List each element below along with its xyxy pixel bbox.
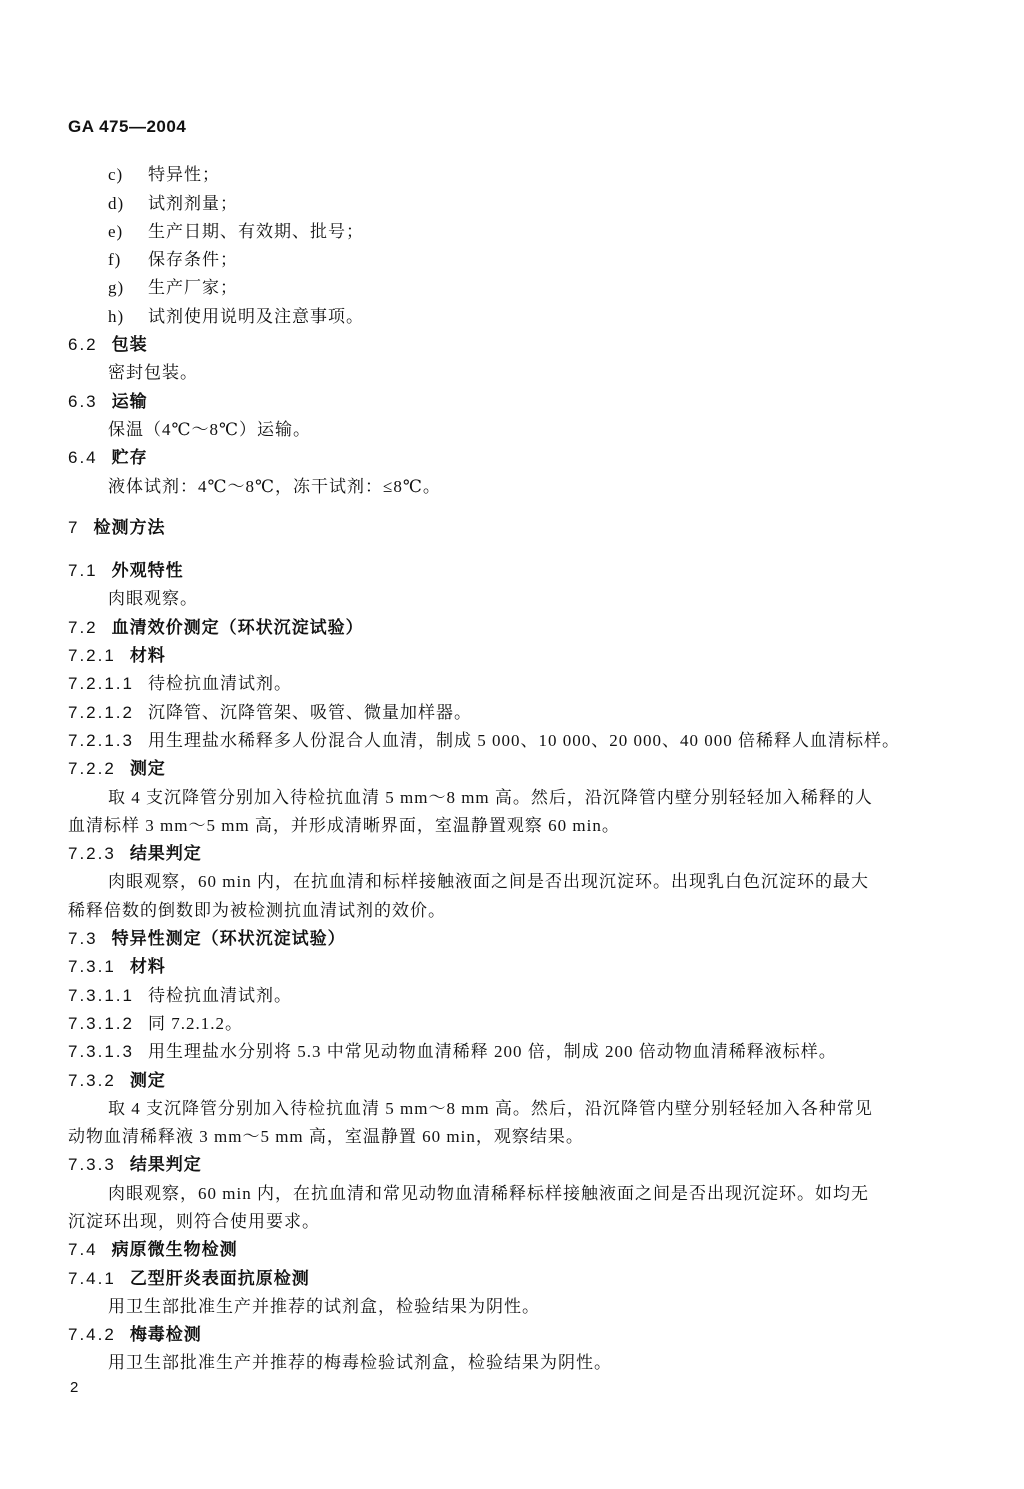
- paragraph-line: 动物血清稀释液 3 mm～5 mm 高，室温静置 60 min，观察结果。: [68, 1127, 584, 1147]
- clause-text: 用生理盐水分别将 5.3 中常见动物血清稀释 200 倍，制成 200 倍动物血清稀释液标样。: [148, 1042, 837, 1062]
- list-item: [68, 274, 968, 302]
- chapter-title: 检测方法: [93, 517, 166, 537]
- subsection-heading-7-2-1: [68, 642, 968, 670]
- section-body: 密封包装。: [108, 363, 198, 383]
- clause-item: [68, 699, 968, 727]
- clause-number: 7.2.1.2: [68, 702, 134, 722]
- section-number: 7.4: [68, 1240, 98, 1260]
- chapter-number: 7: [68, 517, 80, 537]
- subsection-heading-7-3-1: [68, 953, 968, 981]
- clause-text: 同 7.2.1.2。: [148, 1013, 243, 1033]
- paragraph-line: 用卫生部批准生产并推荐的试剂盒，检验结果为阴性。: [108, 1296, 540, 1316]
- list-item-text: 生产日期、有效期、批号；: [148, 221, 364, 241]
- list-item-label: e): [108, 221, 124, 241]
- list-item: [68, 303, 968, 331]
- section-body: 保温（4℃～8℃）运输。: [108, 419, 312, 439]
- section-number: 6.3: [68, 391, 98, 411]
- subsection-title: 结果判定: [129, 1155, 202, 1175]
- section-number: 7.1: [68, 561, 98, 581]
- subsection-heading-7-2-2: [68, 755, 968, 783]
- list-item-label: g): [108, 278, 125, 298]
- subsection-heading-7-2-3: [68, 840, 968, 868]
- paragraph-line: 肉眼观察，60 min 内，在抗血清和标样接触液面之间是否出现沉淀环。出现乳白色沉淀环的最大: [108, 872, 869, 892]
- page-number: 2: [70, 1379, 79, 1396]
- clause-number: 7.3.1.2: [68, 1013, 134, 1033]
- list-item-label: c): [108, 165, 124, 185]
- section-heading-6-2: [68, 331, 968, 359]
- section-heading-7-2: [68, 614, 968, 642]
- clause-item: [68, 727, 968, 755]
- clause-text: 沉降管、沉降管架、吸管、微量加样器。: [148, 702, 472, 722]
- paragraph-line: 取 4 支沉降管分别加入待检抗血清 5 mm～8 mm 高。然后，沿沉降管内壁分别轻轻加入稀释的人: [108, 787, 873, 807]
- paragraph-line: 血清标样 3 mm～5 mm 高，并形成清晰界面，室温静置观察 60 min。: [68, 815, 620, 835]
- list-item-text: 生产厂家；: [148, 278, 238, 298]
- subsection-number: 7.3.3: [68, 1155, 116, 1175]
- section-title: 运输: [111, 391, 148, 411]
- subsection-number: 7.2.1: [68, 646, 116, 666]
- subsection-number: 7.3.2: [68, 1070, 116, 1090]
- subsection-heading-7-3-2: [68, 1067, 968, 1095]
- list-item-label: d): [108, 193, 125, 213]
- clause-item: [68, 982, 968, 1010]
- list-item-text: 保存条件；: [148, 250, 238, 270]
- section-number: 7.3: [68, 929, 98, 949]
- chapter-heading-7: [68, 514, 968, 542]
- list-item-text: 特异性；: [148, 165, 220, 185]
- subsection-title: 测定: [129, 1070, 166, 1090]
- subsection-number: 7.4.1: [68, 1268, 116, 1288]
- section-title: 特异性测定（环状沉淀试验）: [111, 929, 346, 949]
- list-item: [68, 218, 968, 246]
- clause-text: 用生理盐水稀释多人份混合人血清，制成 5 000、10 000、20 000、40 000 倍稀释人血清标样。: [148, 730, 900, 750]
- subsection-number: 7.4.2: [68, 1325, 116, 1345]
- section-title: 贮存: [111, 448, 148, 468]
- section-title: 包装: [111, 335, 148, 355]
- paragraph-line: 用卫生部批准生产并推荐的梅毒检验试剂盒，检验结果为阴性。: [108, 1353, 612, 1373]
- subsection-title: 乙型肝炎表面抗原检测: [129, 1268, 310, 1288]
- subsection-number: 7.2.2: [68, 759, 116, 779]
- list-item-text: 试剂使用说明及注意事项。: [148, 306, 364, 326]
- clause-number: 7.2.1.1: [68, 674, 134, 694]
- paragraph-line: 稀释倍数的倒数即为被检测抗血清试剂的效价。: [68, 900, 446, 920]
- subsection-title: 材料: [129, 957, 166, 977]
- subsection-title: 结果判定: [129, 844, 202, 864]
- list-item: [68, 190, 968, 218]
- subsection-number: 7.3.1: [68, 957, 116, 977]
- paragraph-line: 取 4 支沉降管分别加入待检抗血清 5 mm～8 mm 高。然后，沿沉降管内壁分别轻轻加入各种常见: [108, 1098, 873, 1118]
- clause-text: 待检抗血清试剂。: [148, 985, 292, 1005]
- clause-text: 待检抗血清试剂。: [148, 674, 292, 694]
- section-number: 7.2: [68, 617, 98, 637]
- clause-number: 7.2.1.3: [68, 730, 134, 750]
- section-heading-6-3: [68, 388, 968, 416]
- subsection-title: 梅毒检测: [129, 1325, 202, 1345]
- section-number: 6.2: [68, 335, 98, 355]
- section-heading-6-4: [68, 444, 968, 472]
- clause-item: [68, 670, 968, 698]
- list-item-text: 试剂剂量；: [148, 193, 238, 213]
- list-item-label: f): [108, 250, 122, 270]
- section-heading-7-1: [68, 557, 968, 585]
- clause-number: 7.3.1.1: [68, 985, 134, 1005]
- clause-number: 7.3.1.3: [68, 1042, 134, 1062]
- list-item-label: h): [108, 306, 125, 326]
- subsection-heading-7-4-2: [68, 1321, 968, 1349]
- section-title: 病原微生物检测: [111, 1240, 238, 1260]
- subsection-title: 材料: [129, 646, 166, 666]
- subsection-heading-7-4-1: [68, 1265, 968, 1293]
- list-item: [68, 161, 968, 189]
- subsection-number: 7.2.3: [68, 844, 116, 864]
- paragraph-line: 沉淀环出现，则符合使用要求。: [68, 1211, 320, 1231]
- clause-item: [68, 1038, 968, 1066]
- list-item: [68, 246, 968, 274]
- section-title: 血清效价测定（环状沉淀试验）: [111, 617, 364, 637]
- section-body: 肉眼观察。: [108, 589, 198, 609]
- clause-item: [68, 1010, 968, 1038]
- subsection-heading-7-3-3: [68, 1151, 968, 1179]
- section-heading-7-4: [68, 1236, 968, 1264]
- section-heading-7-3: [68, 925, 968, 953]
- section-title: 外观特性: [111, 561, 184, 581]
- section-body: 液体试剂：4℃～8℃，冻干试剂：≤8℃。: [108, 476, 441, 496]
- paragraph-line: 肉眼观察，60 min 内，在抗血清和常见动物血清稀释标样接触液面之间是否出现沉淀环。如均无: [108, 1183, 869, 1203]
- page-content: [68, 113, 968, 1378]
- standard-code-header: GA 475—2004: [68, 117, 187, 136]
- section-number: 6.4: [68, 448, 98, 468]
- subsection-title: 测定: [129, 759, 166, 779]
